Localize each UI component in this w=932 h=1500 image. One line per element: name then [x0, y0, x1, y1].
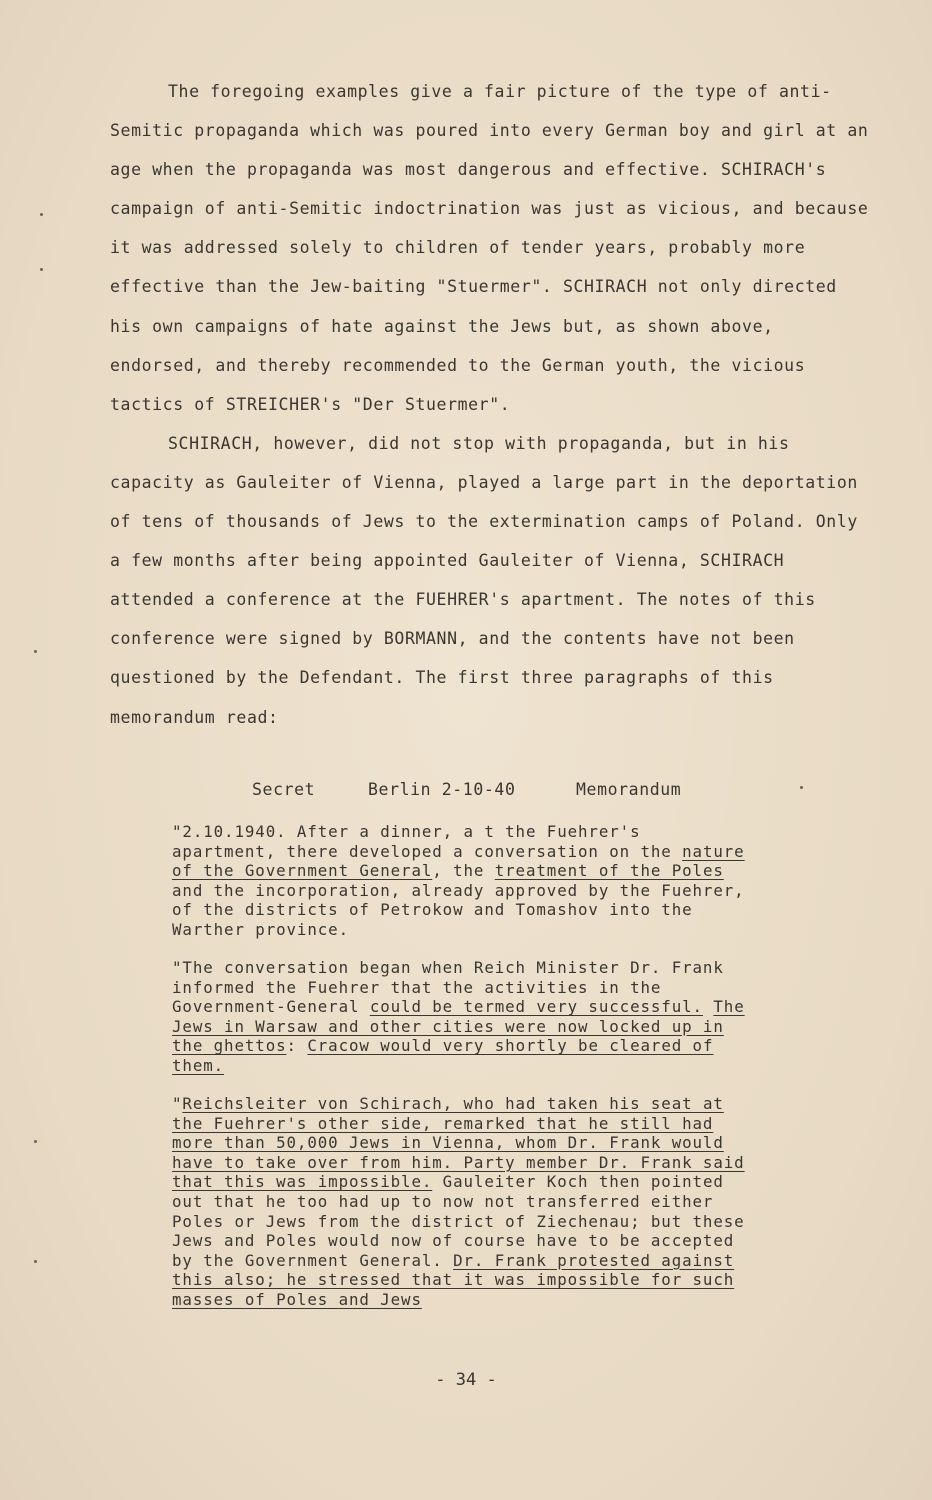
memo-quote-2 — [172, 958, 752, 1076]
page-number: - 34 - — [435, 1370, 497, 1390]
paper-speck — [34, 1260, 37, 1263]
quote-underlined: The Jews in Warsaw and other cities were now locked up in the ghettos — [172, 997, 745, 1056]
paper-speck — [40, 268, 43, 271]
paper-speck — [40, 213, 43, 216]
memo-place-date: Berlin 2-10-40 — [368, 780, 516, 799]
memo-secret: Secret — [252, 780, 316, 799]
quote-text: : — [286, 1036, 308, 1056]
memo-title: Memorandum — [576, 780, 682, 799]
body-text — [110, 72, 870, 737]
paragraph-deportation: SCHIRACH, however, did not stop with propaganda, but in his capacity as Gauleiter of Vienna, played a large part in the deportation of tens of thousands of Jews to the extermination camps of Poland. Only a few months after being appointed Gauleiter of Vienna, SCHIRACH attended a conference at the FUEHRER's apartment. The notes of this conference were signed by BORMANN, and the contents have not been questioned by the Defendant. The first three paragraphs of this memorandum read: — [110, 433, 858, 727]
quote-text: , the — [432, 861, 495, 881]
quote-text: " — [172, 1094, 183, 1113]
quote-text: "2.10.1940. After a dinner, a t the Fuehrer's apartment, there developed a conversation on the — [172, 822, 683, 861]
quote-text: Gauleiter Koch then pointed out that he too had up to now not transferred either Poles or Jews from the district of Ziechenau; but these Jews and Poles would now of course have to be accepted by the Government General. — [172, 1172, 745, 1270]
memo-quote-3 — [172, 1094, 752, 1310]
quote-underlined: Dr. Frank protested against this also; he stressed that it was impossible for such masses of Poles and Jews — [172, 1250, 735, 1309]
quote-underlined: treatment of the Poles — [494, 861, 724, 881]
quote-underlined: Cracow would very shortly be cleared of them. — [172, 1036, 714, 1075]
paragraph-propaganda: The foregoing examples give a fair picture of the type of anti-Semitic propaganda which was poured into every German boy and girl at an age when the propaganda was most dangerous and effective. SCHIRACH's campaign of anti-Semitic indoctrination was just as vicious, and because it was addressed solely to children of tender years, probably more effective than the Jew-baiting "Stuermer". SCHIRACH not only directed his own campaigns of hate against the Jews but, as shown above, endorsed, and thereby recommended to the German youth, the vicious tactics of STREICHER's "Der Stuermer". — [110, 82, 869, 414]
quote-text — [703, 997, 713, 1016]
quote-underlined: nature of the Government General — [172, 841, 745, 881]
memo-heading — [0, 780, 932, 808]
paper-speck — [34, 1140, 37, 1143]
paper-speck — [34, 650, 37, 653]
quote-text: "The conversation began when Reich Minister Dr. Frank informed the Fuehrer that the activities in the Government-General — [172, 958, 724, 1017]
quote-underlined: could be termed very successful. — [369, 997, 703, 1017]
memo-quote-1 — [172, 822, 752, 940]
quote-text: and the incorporation, already approved by the Fuehrer, of the districts of Petrokow and Tomashov into the Warther province. — [172, 880, 745, 939]
quote-underlined: Reichsleiter von Schirach, who had taken his seat at the Fuehrer's other side, remarked that he still had more than 50,000 Jews in Vienna, whom Dr. Frank would have to take over from him. Party member Dr. Frank said that this was impossible. — [172, 1094, 745, 1192]
paper-speck — [800, 786, 803, 789]
